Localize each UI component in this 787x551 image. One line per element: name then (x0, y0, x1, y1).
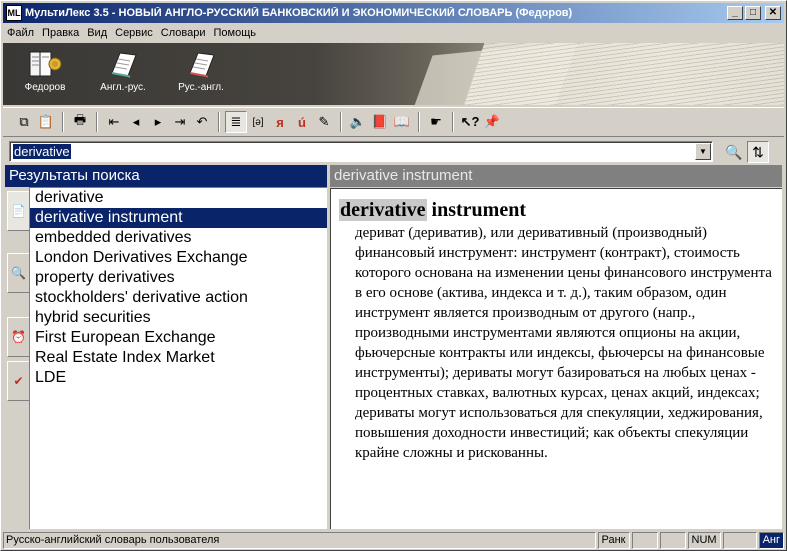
checkmark-icon: ✔ (13, 374, 24, 388)
clock-icon: ⏰ (11, 330, 26, 344)
list-item[interactable]: derivative (35, 189, 104, 206)
app-icon[interactable]: ML (6, 5, 22, 21)
dictionary-button-eng-rus[interactable] (93, 49, 153, 101)
status-num: NUM (688, 532, 721, 549)
dictionary-button-rus-eng[interactable] (171, 49, 231, 101)
text-lines-icon: ≣ (230, 114, 242, 129)
toolbar-separator (340, 112, 342, 132)
dictionary-info-button[interactable] (369, 111, 391, 133)
pin-icon: 📌 (483, 114, 501, 129)
copy-icon: ⧉ (19, 114, 29, 129)
results-list[interactable] (29, 187, 327, 529)
toolbar (3, 107, 784, 137)
menu-dictionaries[interactable]: Словари (160, 27, 206, 39)
status-rank: Ранк (598, 532, 630, 549)
copy-button[interactable] (13, 111, 35, 133)
binoculars-icon: 🔍 (11, 266, 26, 280)
article-definition: дериват (дериватив), или деривативный (производный) финансовый инструмент: инструмент (контракт), стоимость которого основана на изменении цены финансового инструмента в его основе (актива, индекса и т. д.), таким образом, один инструмент является производным от другого (напр., производными инструментами являются опционы на акции, фьючерсные контракты или индексы, фьючерсы на финансовые инструменты); дериваты могут базироваться на любых ценах - процентных ставках, валютных курсах, ценах акций, индексах; дериваты могут использоваться для спекуляции, хеджирования, повышения доходности инвестиций; как объекты спекуляции крайне сложны и рискованны. (355, 225, 772, 461)
find-button[interactable] (723, 141, 745, 163)
window-title: МультиЛекс 3.5 - НОВЫЙ АНГЛО-РУССКИЙ БАНКОВСКИЙ И ЭКОНОМИЧЕСКИЙ СЛОВАРЬ (Федоров) (25, 7, 573, 19)
paste-icon: 📋 (37, 114, 55, 129)
menu-edit[interactable]: Правка (42, 27, 80, 39)
status-empty-cell (632, 532, 658, 549)
last-page-button[interactable] (169, 111, 191, 133)
status-language[interactable]: Анг (759, 532, 784, 549)
maximize-button[interactable]: □ (745, 6, 761, 20)
edit-button[interactable] (313, 111, 335, 133)
search-dropdown-button[interactable] (695, 143, 711, 160)
title-bar[interactable] (3, 3, 784, 23)
history-icon: ↶ (196, 114, 208, 129)
print-button[interactable] (69, 111, 91, 133)
speaker-icon: 🔈 (349, 114, 367, 129)
search-combobox[interactable] (9, 141, 713, 162)
sort-list-toggle[interactable] (747, 141, 769, 163)
transcription-icon: [ə] (252, 116, 264, 128)
tab-word-list[interactable] (7, 191, 29, 231)
tab-history[interactable] (7, 317, 29, 357)
pages-last-icon: ⇥ (174, 114, 186, 129)
toolbar-separator (418, 112, 420, 132)
notebook-icon (184, 49, 218, 79)
sort-list-icon: ⇅ (752, 143, 764, 160)
toolbar-separator (452, 112, 454, 132)
transcription-toggle[interactable] (247, 111, 269, 133)
list-item[interactable]: Real Estate Index Market (35, 349, 215, 366)
settings-button[interactable] (425, 111, 447, 133)
status-bar (3, 531, 784, 549)
dictionary-banner (3, 43, 784, 105)
accent-letter-icon: ú (298, 114, 306, 130)
menu-view[interactable]: Вид (87, 27, 108, 39)
pin-button[interactable] (481, 111, 503, 133)
list-item-selected[interactable]: derivative instrument (30, 208, 327, 228)
tab-fulltext-search[interactable] (7, 253, 29, 293)
next-page-button[interactable] (147, 111, 169, 133)
page-forward-icon: ▸ (154, 114, 162, 129)
list-item[interactable]: First European Exchange (35, 329, 216, 346)
article-headword (339, 197, 772, 223)
results-panel (5, 165, 327, 529)
menu-file[interactable]: Файл (7, 27, 35, 39)
notebook-icon (106, 49, 140, 79)
minimize-button[interactable]: _ (727, 6, 743, 20)
first-page-button[interactable] (103, 111, 125, 133)
toolbar-separator (96, 112, 98, 132)
history-button[interactable] (191, 111, 213, 133)
toolbar-separator (218, 112, 220, 132)
status-text: Русско-английский словарь пользователя (3, 532, 596, 549)
open-book-icon: 📖 (393, 114, 411, 129)
list-item[interactable]: LDE (35, 369, 67, 386)
printer-icon: 🖶 (73, 112, 87, 127)
previous-page-button[interactable] (125, 111, 147, 133)
book-image (458, 43, 784, 105)
article-header: derivative instrument (330, 165, 782, 187)
article-panel (330, 165, 782, 529)
search-input[interactable]: derivative (14, 144, 70, 159)
help-cursor-icon: ↖? (460, 114, 480, 129)
word-list-icon: 📄 (11, 204, 26, 218)
chevron-down-icon: ▼ (699, 147, 707, 156)
list-item[interactable]: property derivatives (35, 269, 175, 286)
dictionary-label: Англ.-рус. (100, 82, 146, 93)
pages-first-icon: ⇤ (108, 114, 120, 129)
results-header: Результаты поиска (5, 165, 327, 187)
speak-button[interactable] (347, 111, 369, 133)
book-info-icon: 📕 (371, 114, 389, 129)
toolbar-separator (62, 112, 64, 132)
list-item[interactable]: hybrid securities (35, 309, 151, 326)
list-item[interactable]: stockholders' derivative action (35, 289, 248, 306)
accent-button[interactable] (291, 111, 313, 133)
list-item[interactable]: embedded derivatives (35, 229, 192, 246)
list-item[interactable]: London Derivatives Exchange (35, 249, 248, 266)
page-back-icon: ◂ (132, 114, 140, 129)
search-row (9, 141, 784, 163)
status-empty-cell (723, 532, 757, 549)
russian-ya-icon: я (276, 114, 284, 130)
close-button[interactable]: ✕ (765, 6, 781, 20)
pencil-icon: ✎ (318, 114, 330, 129)
results-side-tabs (5, 187, 29, 529)
book-coin-icon (28, 49, 62, 79)
menu-help[interactable]: Помощь (213, 27, 257, 39)
dictionary-button-fedorov[interactable] (15, 49, 75, 101)
headword-highlight: derivative (340, 199, 426, 221)
status-empty-cell (660, 532, 686, 549)
hand-pointer-icon: ☛ (430, 114, 442, 129)
tab-bookmarks[interactable] (7, 361, 29, 401)
dictionaries-button[interactable] (391, 111, 413, 133)
dictionary-label: Рус.-англ. (178, 82, 224, 93)
binoculars-icon: 🔍 (725, 143, 743, 160)
full-article-toggle[interactable] (225, 111, 247, 133)
menu-bar (3, 24, 260, 42)
article-body[interactable] (330, 188, 782, 529)
paste-button[interactable] (35, 111, 57, 133)
dictionary-label: Федоров (24, 82, 66, 93)
menu-service[interactable]: Сервис (115, 27, 153, 39)
russian-letter-button[interactable] (269, 111, 291, 133)
context-help-button[interactable] (459, 111, 481, 133)
headword-rest: instrument (426, 199, 526, 221)
